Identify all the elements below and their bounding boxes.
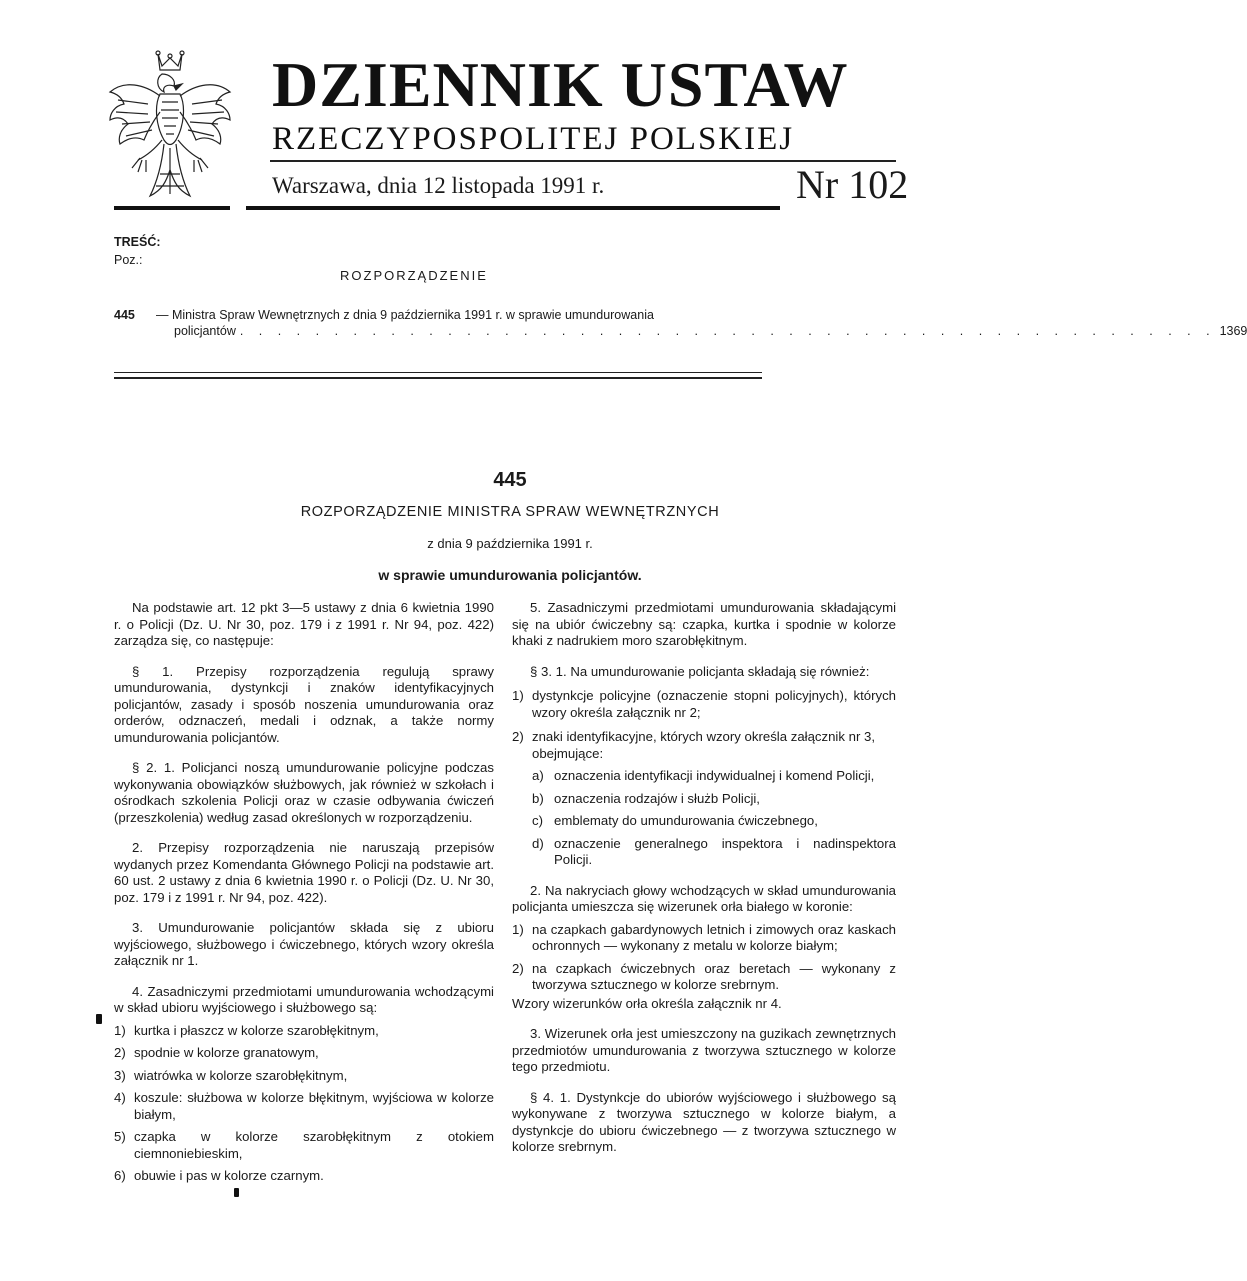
margin-mark — [234, 1188, 239, 1197]
list-item — [512, 729, 896, 762]
list-item-number: 1) — [114, 1022, 126, 1038]
sub-list-item-letter: a) — [532, 768, 544, 783]
act-subject: w sprawie umundurowania policjantów. — [378, 567, 642, 583]
sub-list-item — [532, 836, 896, 869]
list-item-text: wiatrówka w kolorze szarobłękitnym, — [134, 1067, 348, 1083]
section-2-para-4: 4. Zasadniczymi przedmiotami umundurowania wchodzącymi w skład ubioru wyjściowego i służbowego są: — [114, 983, 494, 1015]
section-1: § 1. Przepisy rozporządzenia regulują sprawy umundurowania, dystynkcji i znaków identyfikacyjnych policjantów, zasady i sposób noszenia umundurowania oraz orderów, odznaczeń, medali i odznak, a także normy umundurowania policjantów. — [114, 663, 494, 745]
sub-list-item — [532, 791, 896, 808]
list-item-number: 2) — [512, 729, 524, 744]
list-item — [114, 1129, 494, 1162]
section-2-para-2: 2. Przepisy rozporządzenia nie naruszają przepisów wydanych przez Komendanta Głównego Policji na podstawie art. 60 ust. 2 ustawy z dnia 6 kwietnia 1990 r. o Policji (Dz. U. Nr 30, poz. 179 i z 1991 r. Nr 94, poz. 422). — [114, 840, 494, 905]
act-title: ROZPORZĄDZENIE MINISTRA SPRAW WEWNĘTRZNYCH — [300, 504, 720, 520]
contents-entry-line — [174, 323, 1247, 339]
sub-list-item-text: oznaczenia identyfikacji indywidualnej i komend Policji, — [554, 768, 875, 783]
act-number: 445 — [493, 469, 527, 491]
contents-heading: TREŚĆ: — [114, 235, 161, 249]
left-column — [114, 600, 494, 1185]
masthead-subtitle: RZECZYPOSPOLITEJ POLSKIEJ — [272, 121, 795, 157]
section-3-para-3: 3. Wizerunek orła jest umieszczony na guzikach zewnętrznych przedmiotów umundurowania z tworzywa sztucznego w kolorze tego przedmiotu. — [512, 1026, 896, 1074]
list-item-number: 1) — [512, 921, 524, 937]
list-item-number: 2) — [114, 1045, 126, 1060]
act-date: z dnia 9 października 1991 r. — [427, 536, 593, 551]
list-item-number: 5) — [114, 1129, 126, 1144]
masthead-bottom-rule-left — [114, 206, 230, 210]
contents-poz-label: Poz.: — [114, 253, 143, 267]
right-column — [512, 600, 896, 1156]
section-2-para-3: 3. Umundurowanie policjantów składa się z ubioru wyjściowego, służbowego i ćwiczebnego, których wzory określa załącznik nr 1. — [114, 920, 494, 968]
list-item — [512, 688, 896, 721]
list-item — [512, 961, 896, 994]
list-item-text: czapka w kolorze szarobłękitnym z otokiem ciemnoniebieskim, — [134, 1129, 494, 1161]
section-3-para-1: § 3. 1. Na umundurowanie policjanta składają się również: — [530, 663, 870, 679]
list-item-number: 2) — [512, 960, 524, 976]
list-item — [114, 1045, 494, 1062]
list-item-text: na czapkach ćwiczebnych oraz beretach — wykonany z tworzywa sztucznego w kolorze srebrnym. — [532, 960, 896, 992]
contents-rule-thin — [114, 372, 762, 373]
sub-list-item-text: oznaczenie generalnego inspektora i nadinspektora Policji. — [554, 835, 896, 867]
sub-list-item — [532, 768, 896, 785]
list-item — [512, 922, 896, 955]
masthead-dateline: Warszawa, dnia 12 listopada 1991 r. — [272, 173, 605, 198]
list-item-number: 1) — [512, 688, 524, 703]
contents-entry-continuation: policjantów — [174, 324, 236, 338]
contents-entry-leader-dots: . . . . . . . . . . . . . . . . . . . . . . . . . . . . . . . . . . . . . . . . . . . . . . . . . . . . — [239, 324, 1216, 338]
issue-number: Nr 102 — [796, 162, 909, 207]
uniform-items-list — [114, 1023, 494, 1185]
contents-entry-number: 445 — [114, 308, 135, 322]
preamble: Na podstawie art. 12 pkt 3—5 ustawy z dnia 6 kwietnia 1990 r. o Policji (Dz. U. Nr 30, poz. 179 i z 1991 r. Nr 94, poz. 422) zarządza się, co następuje: — [114, 600, 494, 648]
list-item-number: 4) — [114, 1090, 126, 1105]
list-item-text: kurtka i płaszcz w kolorze szarobłękitnym, — [134, 1022, 379, 1038]
list-item-text: dystynkcje policyjne (oznaczenie stopni policyjnych), których wzory określa załącznik nr 2; — [532, 688, 896, 720]
margin-mark — [96, 1014, 102, 1024]
masthead-title: DZIENNIK USTAW — [272, 49, 849, 120]
list-item — [114, 1023, 494, 1040]
polish-eagle-emblem-icon — [104, 44, 236, 206]
list-item-text: na czapkach gabardynowych letnich i zimowych oraz kaskach ochronnych — wykonany z metalu w kolorze białym; — [532, 921, 896, 953]
list-item — [114, 1168, 494, 1185]
contents-section-heading: ROZPORZĄDZENIE — [340, 268, 488, 283]
masthead-bottom-rule-right — [246, 206, 780, 210]
sub-list-item-letter: b) — [532, 790, 544, 806]
list-item-text: koszule: służbowa w kolorze błękitnym, wyjściowa w kolorze białym, — [134, 1090, 494, 1122]
section-4-para-1: § 4. 1. Dystynkcje do ubiorów wyjściowego i służbowego są wykonywane z tworzywa sztucznego w kolorze białym, a dystynkcje do ubioru ćwiczebnego — z tworzywa sztucznego w kolorze srebrnym. — [512, 1089, 896, 1154]
section-2-para-1: § 2. 1. Policjanci noszą umundurowanie policyjne podczas wykonywania obowiązków służbowych, jak również w szkołach i ośrodkach szkolenia Policji oraz w czasie odbywania ćwiczeń (przeszkolenia) według zasad określonych w rozporządzeniu. — [114, 760, 494, 825]
sub-list-item — [532, 813, 896, 830]
list-item-text: obuwie i pas w kolorze czarnym. — [134, 1168, 324, 1183]
contents-rule-thick — [114, 377, 762, 379]
list-item — [114, 1068, 494, 1085]
sub-list-item-letter: c) — [532, 813, 543, 828]
section-3-para-2: 2. Na nakryciach głowy wchodzących w skład umundurowania policjanta umieszcza się wizerunek orła białego w koronie: — [512, 882, 896, 914]
contents-entry-text: — Ministra Spraw Wewnętrznych z dnia 9 października 1991 r. w sprawie umundurowania — [156, 308, 654, 322]
list-item-text: znaki identyfikacyjne, których wzory określa załącznik nr 3, obejmujące: — [532, 729, 876, 761]
list-item-number: 3) — [114, 1067, 126, 1083]
list-item-number: 6) — [114, 1168, 126, 1183]
contents-entry-page: 1369 — [1219, 324, 1247, 338]
sub-list-item-text: oznaczenia rodzajów i służb Policji, — [554, 790, 760, 806]
section-3-para-2-closing: Wzory wizerunków orła określa załącznik nr 4. — [512, 995, 782, 1011]
list-item-text: spodnie w kolorze granatowym, — [134, 1045, 319, 1060]
sub-list-item-text: emblematy do umundurowania ćwiczebnego, — [554, 813, 818, 828]
list-item — [114, 1090, 494, 1123]
section-2-para-5: 5. Zasadniczymi przedmiotami umundurowania składającymi się na ubiór ćwiczebny są: czapka, kurtka i spodnie w kolorze khaki z nadrukiem moro szarobłękitnym. — [512, 600, 896, 648]
sub-list — [512, 768, 896, 869]
sub-list-item-letter: d) — [532, 835, 544, 851]
